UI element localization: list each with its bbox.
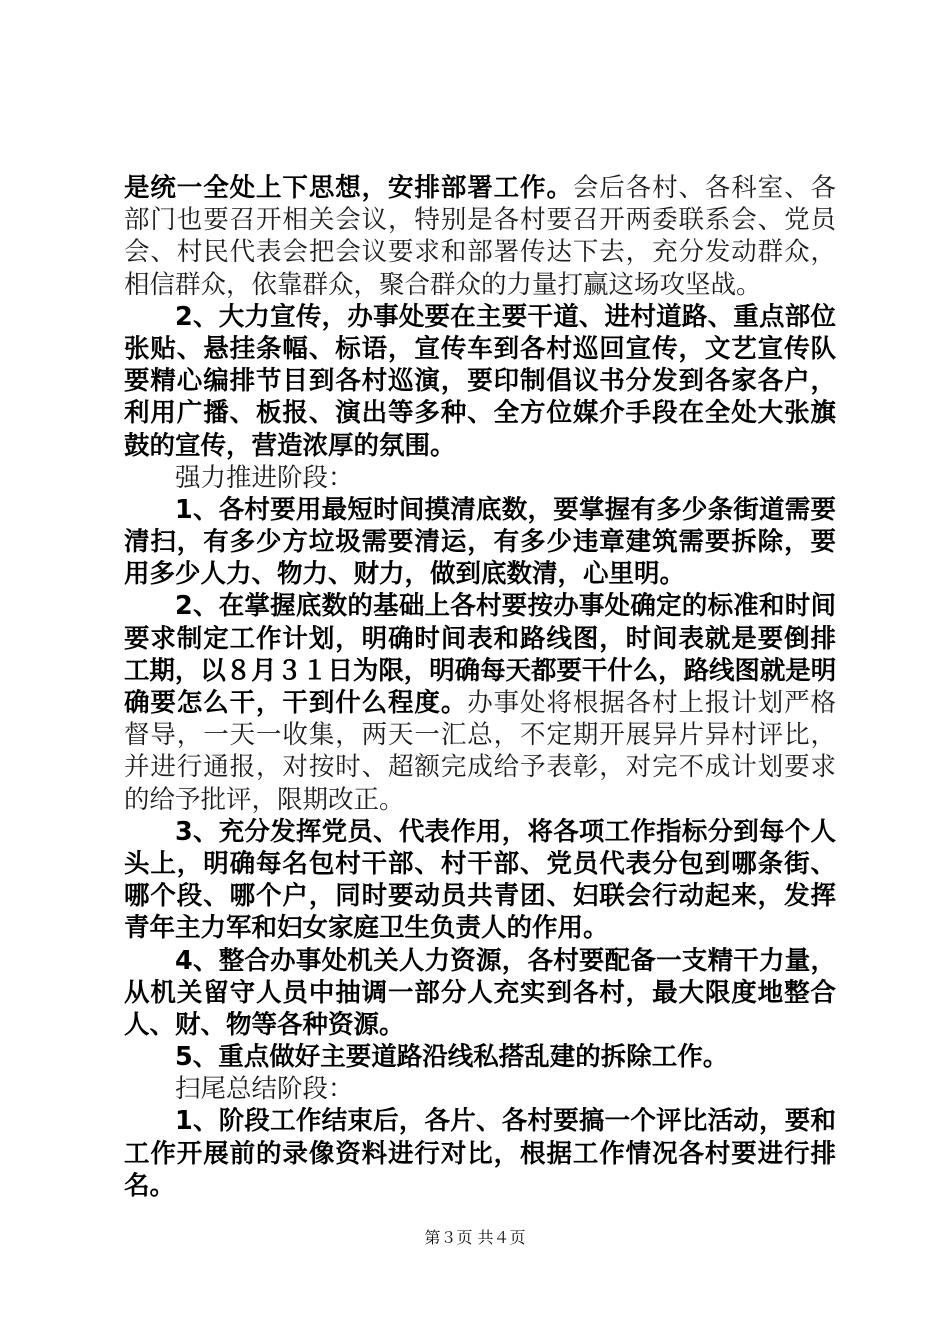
- paragraph-line: 相信群众，依靠群众，聚合群众的力量打赢这场攻坚战。: [124, 269, 762, 300]
- paragraph-line: 从机关留守人员中抽调一部分人充实到各村，最大限度地整合: [124, 977, 836, 1008]
- paragraph-line: 5、重点做好主要道路沿线私搭乱建的拆除工作。: [175, 1042, 729, 1073]
- paragraph-line: 鼓的宣传，营造浓厚的氛围。: [124, 430, 456, 461]
- paragraph-line: 要精心编排节目到各村巡演，要印制倡议书分发到各家各户，: [124, 366, 836, 397]
- paragraph-line: 并进行通报，对按时、超额完成给予表彰，对完不成计划要求: [124, 752, 836, 783]
- section-heading: 强力推进阶段：: [175, 462, 354, 493]
- bold-text-run: 确要怎么干，干到什么程度。: [124, 688, 468, 718]
- paragraph-line: 工作开展前的录像资料进行对比，根据工作情况各村要进行排: [124, 1138, 836, 1169]
- paragraph-line: 部门也要召开相关会议，特别是各村要召开两委联系会、党员: [124, 205, 836, 236]
- paragraph-line: 工期，以８月３１日为限，明确每天都要干什么，路线图就是明: [124, 655, 836, 686]
- paragraph-line: 的给予批评，限期改正。: [124, 784, 405, 815]
- paragraph-line: 会、村民代表会把会议要求和部署传达下去，充分发动群众，: [124, 237, 836, 268]
- paragraph-line: 头上，明确每名包村干部、村干部、党员代表分包到哪条街、: [124, 848, 836, 879]
- paragraph-line: 名。: [124, 1170, 176, 1201]
- paragraph-line: [124, 172, 836, 204]
- document-body: [124, 172, 836, 1202]
- paragraph-line: 3、充分发挥党员、代表作用，将各项工作指标分到每个人: [175, 816, 836, 847]
- paragraph-line: 青年主力军和妇女家庭卫生负责人的作用。: [124, 913, 609, 944]
- paragraph-line: 张贴、悬挂条幅、标语，宣传车到各村巡回宣传，文艺宣传队: [124, 333, 836, 364]
- paragraph-line: 1、阶段工作结束后，各片、各村要搞一个评比活动，要和: [175, 1106, 836, 1137]
- paragraph-line: 督导，一天一收集，两天一汇总，不定期开展异片异村评比，: [124, 720, 836, 751]
- paragraph-line: 人、财、物等各种资源。: [124, 1009, 405, 1040]
- paragraph-line: 2、在掌握底数的基础上各村要按办事处确定的标准和时间: [175, 591, 836, 622]
- section-heading: 扫尾总结阶段：: [175, 1074, 354, 1105]
- paragraph-line: [124, 687, 836, 719]
- paragraph-line: 要求制定工作计划，明确时间表和路线图，时间表就是要倒排: [124, 623, 836, 654]
- paragraph-line: 1、各村要用最短时间摸清底数，要掌握有多少条街道需要: [175, 494, 836, 525]
- paragraph-line: 哪个段、哪个户，同时要动员共青团、妇联会行动起来，发挥: [124, 881, 836, 912]
- paragraph-line: 2、大力宣传，办事处要在主要干道、进村道路、重点部位: [175, 301, 836, 332]
- paragraph-line: 4、整合办事处机关人力资源，各村要配备一支精干力量，: [175, 945, 836, 976]
- paragraph-line: 清扫，有多少方垃圾需要清运，有多少违章建筑需要拆除，要: [124, 527, 836, 558]
- paragraph-line: 利用广播、板报、演出等多种、全方位媒介手段在全处大张旗: [124, 398, 836, 429]
- bold-text-run: 是统一全处上下思想，安排部署工作。: [124, 173, 573, 203]
- page-number-footer: 第３页 共４页: [424, 1228, 526, 1247]
- text-run: 会后各村、各科室、各: [572, 173, 836, 203]
- text-run: 办事处将根据各村上报计划严格: [467, 688, 836, 718]
- paragraph-line: 用多少人力、物力、财力，做到底数清，心里明。: [124, 559, 686, 590]
